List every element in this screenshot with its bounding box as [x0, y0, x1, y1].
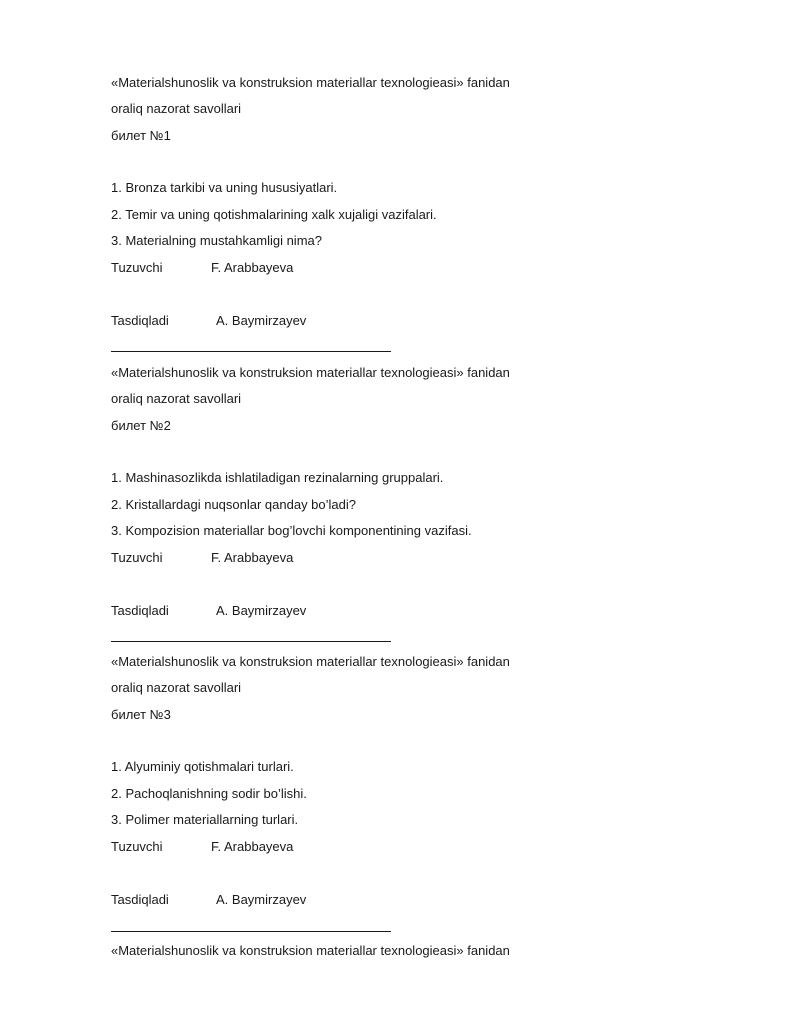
approver-role: Tasdiqladi [111, 603, 169, 618]
compiler-role: Tuzuvchi [111, 839, 163, 854]
question-item: 1. Alyuminiy qotishmalari turlari. [111, 759, 294, 774]
question-item: 3. Kompozision materiallar bog’lovchi komponentining vazifasi. [111, 523, 472, 538]
separator-line [111, 351, 391, 352]
compiler-role: Tuzuvchi [111, 550, 163, 565]
question-item: 3. Polimer materiallarning turlari. [111, 812, 299, 827]
ticket-heading: «Materialshunoslik va konstruksion materiallar texnologieasi» fanidan [111, 75, 510, 90]
question-item: 1. Mashinasozlikda ishlatiladigan rezinalarning gruppalari. [111, 470, 444, 485]
ticket-subheading: oraliq nazorat savollari [111, 391, 242, 406]
question-item: 2. Pachoqlanishning sodir bo’lishi. [111, 786, 307, 801]
separator-line [111, 931, 391, 932]
compiler-name: F. Arabbayeva [211, 260, 294, 275]
ticket-heading: «Materialshunoslik va konstruksion materiallar texnologieasi» fanidan [111, 654, 510, 669]
compiler-role: Tuzuvchi [111, 260, 163, 275]
ticket-subheading: oraliq nazorat savollari [111, 680, 242, 695]
separator-line [111, 641, 391, 642]
compiler-name: F. Arabbayeva [211, 550, 294, 565]
ticket-heading: «Materialshunoslik va konstruksion materiallar texnologieasi» fanidan [111, 365, 510, 380]
question-item: 1. Bronza tarkibi va uning hususiyatlari. [111, 180, 338, 195]
ticket-heading: «Materialshunoslik va konstruksion materiallar texnologieasi» fanidan [111, 943, 510, 958]
compiler-name: F. Arabbayeva [211, 839, 294, 854]
question-item: 2. Kristallardagi nuqsonlar qanday bo’ladi? [111, 497, 356, 512]
approver-name: A. Baymirzayev [216, 603, 307, 618]
ticket-subheading: oraliq nazorat savollari [111, 101, 242, 116]
ticket-number: билет №3 [111, 707, 171, 722]
approver-role: Tasdiqladi [111, 313, 169, 328]
question-item: 2. Temir va uning qotishmalarining xalk xujaligi vazifalari. [111, 207, 437, 222]
question-item: 3. Materialning mustahkamligi nima? [111, 233, 322, 248]
approver-name: A. Baymirzayev [216, 313, 307, 328]
approver-name: A. Baymirzayev [216, 892, 307, 907]
approver-role: Tasdiqladi [111, 892, 169, 907]
ticket-number: билет №1 [111, 128, 171, 143]
ticket-number: билет №2 [111, 418, 171, 433]
